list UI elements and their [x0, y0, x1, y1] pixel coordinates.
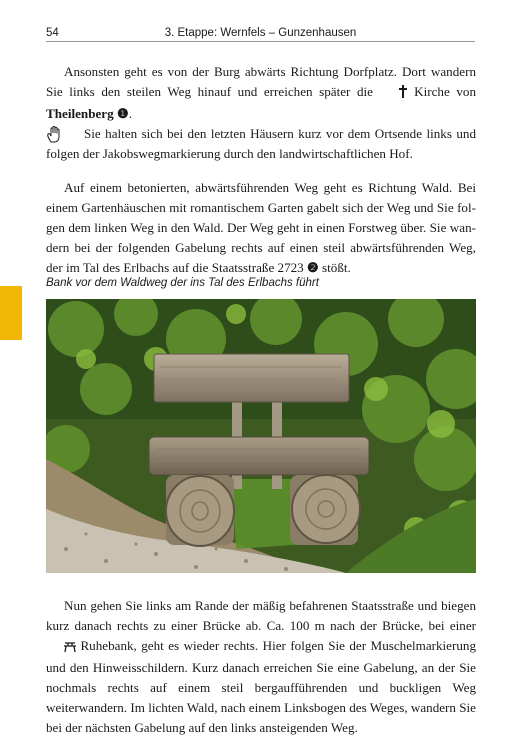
paragraph-1 — [46, 62, 476, 124]
photo-caption: Bank vor dem Waldweg der ins Tal des Erlbachs führt — [46, 277, 319, 289]
waypoint-marker-1: ❶ — [116, 106, 129, 121]
paragraph-4 — [46, 596, 476, 738]
paragraph-3-text: Auf einem betonierten, abwärtsführenden Weg geht es Richtung Wald. Bei einem Gartenhäuschen mit romantischem Garten gabelt sich der Weg und Sie folgen dem linken Weg in den Wald. Der Weg geht in einen Forstweg über. Sie wandern bei der folgenden Gabelung rechts auf einen steil abwärtsführenden Weg, der im Tal des Erlbachs auf die Staatsstraße 2723 — [46, 180, 476, 275]
page-header — [46, 27, 475, 42]
bench-photo-illustration — [46, 299, 476, 573]
place-theilenberg: Theilenberg — [46, 106, 114, 121]
page-number: 54 — [46, 27, 59, 39]
bench-photo — [46, 299, 476, 573]
hand-icon — [46, 126, 62, 149]
waypoint-marker-2: ❷ — [307, 260, 319, 275]
paragraph-2 — [46, 124, 476, 164]
paragraph-3 — [46, 178, 476, 278]
running-head: 3. Etappe: Wernfels – Gunzenhausen — [164, 27, 357, 39]
bench-icon — [46, 638, 76, 658]
paragraph-3-end: stößt. — [318, 260, 351, 275]
paragraph-2-text: Sie halten sich bei den letzten Häusern kurz vor dem Ortsende links und folgen der Jakobswegmarkierung durch den landwirtschaftlichen Hof. — [46, 126, 476, 161]
paragraph-4-text-2: Ruhebank, geht es wieder rechts. Hier folgen Sie der Muschelmarkierung und den Hinweisschildern. Kurz danach erreichen Sie eine Gabelung, an der Sie nochmals rechts auf einem steil bergaufführenden und buckligen Weg weiterwandern. Im lichten Wald, nach einem Linksbogen des Weges, wandern Sie bei der nächsten Gabelung auf den links ansteigenden Weg. — [46, 638, 476, 735]
paragraph-1-end: . — [128, 106, 132, 121]
chapter-side-tab — [0, 286, 22, 340]
paragraph-1-text-2: Kirche von — [407, 84, 477, 99]
paragraph-4-text: Nun gehen Sie links am Rande der mäßig befahrenen Staatsstraße und biegen kurz danach rechts zu einer Brücke ab. Ca. 100 m nach der Brücke, bei einer — [46, 598, 476, 633]
paragraph-1-text: Ansonsten geht es von der Burg abwärts Richtung Dorfplatz. Dort wandern Sie links den steilen Weg hinauf und erreichen später die — [46, 64, 476, 99]
church-icon — [380, 84, 408, 104]
